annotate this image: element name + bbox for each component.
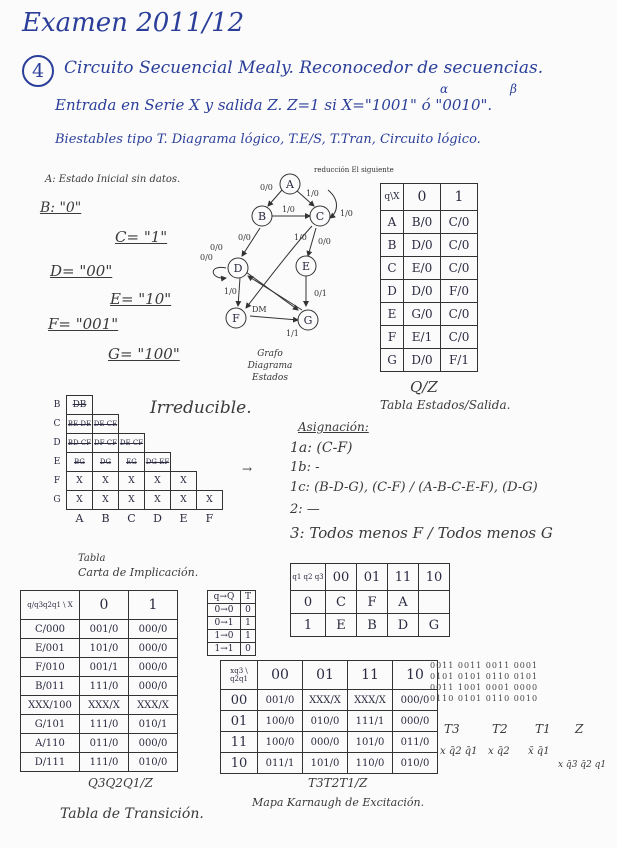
col-label: F (205, 511, 214, 525)
map-cell: E (326, 614, 357, 637)
kmap-row: 11 (221, 732, 258, 753)
graph-caption: Estados (252, 373, 288, 383)
eq-expr: x q̄2 (488, 746, 510, 757)
edge-label: 0/0 (210, 243, 223, 252)
trans-cell: A/110 (21, 734, 80, 753)
ff-cell: 0 (241, 604, 256, 617)
problem-line-3: Biestables tipo T. Diagrama lógico, T.E/S, T.Tran, Circuito lógico. (55, 132, 481, 147)
table-cell: C/0 (441, 211, 478, 234)
impl-cell: X (93, 491, 119, 510)
row-label: C (53, 419, 61, 429)
table-cell: B (381, 234, 404, 257)
edge-label: 1/0 (294, 233, 307, 242)
kmap-cell: 110/0 (348, 753, 393, 774)
kmap-cell: 011/0 (393, 732, 438, 753)
arrow-to-assignment: → (242, 462, 253, 476)
state-d-note: D= "00" (50, 262, 113, 280)
trans-cell: 000/0 (129, 658, 178, 677)
state-a-note: A: Estado Inicial sin datos. (45, 174, 181, 185)
problem-line-1: Circuito Secuencial Mealy. Reconocedor de secuencias. (64, 58, 544, 78)
karnaugh-caption: Mapa Karnaugh de Excitación. (252, 796, 425, 809)
impl-caption-2: Carta de Implicación. (78, 566, 199, 579)
trans-header: 1 (129, 591, 178, 620)
map-col: 10 (419, 564, 450, 591)
assignment-line: 1c: (B-D-G), (C-F) / (A-B-C-E-F), (D-G) (290, 480, 538, 495)
row-label: B (53, 400, 61, 410)
impl-cell: DB (67, 396, 93, 415)
kmap-cell: 010/0 (303, 711, 348, 732)
impl-cell: DG (93, 453, 119, 472)
trans-cell: D/111 (21, 753, 80, 772)
table-cell: F (381, 326, 404, 349)
trans-cell: 010/0 (129, 753, 178, 772)
edge-label: 1/0 (306, 189, 319, 198)
trans-cell: E/001 (21, 639, 80, 658)
kmap-cell: 100/0 (258, 711, 303, 732)
alpha-mark: α (440, 82, 449, 96)
map-corner (291, 564, 326, 591)
table-cell: B/0 (404, 211, 441, 234)
col-label: D (153, 511, 162, 525)
table-header: 0 (404, 184, 441, 211)
table-cell: A (381, 211, 404, 234)
kmap-cell: 101/0 (303, 753, 348, 774)
table-cell: F/1 (441, 349, 478, 372)
impl-cell: BE DE (67, 415, 93, 434)
map-col: 01 (357, 564, 388, 591)
problem-number (22, 55, 54, 87)
trans-cell: 101/0 (80, 639, 129, 658)
trans-cell: XXX/100 (21, 696, 80, 715)
kmap-row: 10 (221, 753, 258, 774)
state-f-note: F= "001" (48, 315, 119, 333)
corner-q1: q1 (292, 573, 302, 581)
table-cell: F/0 (441, 280, 478, 303)
node-e-label: E (301, 260, 311, 273)
trans-cell: 000/0 (129, 639, 178, 658)
corner-q3: q3 (314, 573, 324, 581)
impl-cell: X (67, 472, 93, 491)
impl-cell: X (119, 472, 145, 491)
edge-label: 1/0 (340, 209, 353, 218)
eq-label: T3 (444, 722, 460, 736)
state-b-note: B: "0" (40, 200, 82, 216)
trans-cell: 001/1 (80, 658, 129, 677)
trans-cell: XXX/X (80, 696, 129, 715)
trans-cell: 111/0 (80, 715, 129, 734)
ff-cell: 1→1 (208, 643, 241, 656)
trans-cell: B/011 (21, 677, 80, 696)
graph-caption: Diagrama (247, 361, 293, 371)
impl-cell: X (145, 491, 171, 510)
table-cell: E (381, 303, 404, 326)
table-header: 1 (441, 184, 478, 211)
edge-label: DM (252, 305, 267, 314)
corner-q2: q2 (303, 573, 313, 581)
assignment-line: 2: — (290, 502, 320, 517)
eq-expr: x q̄3 q̄2 q1 (558, 760, 607, 770)
trans-cell: G/101 (21, 715, 80, 734)
map-cell: F (357, 591, 388, 614)
ff-header: T (241, 591, 256, 604)
map-cell: A (388, 591, 419, 614)
kmap-cell: XXX/X (303, 690, 348, 711)
problem-number-text: 4 (31, 60, 45, 82)
impl-cell: EG (119, 453, 145, 472)
trans-cell: F/010 (21, 658, 80, 677)
eq-expr: x q̄2 q̄1 (440, 746, 478, 757)
edge-label: 0/0 (260, 183, 273, 192)
trans-cell: C/000 (21, 620, 80, 639)
state-e-note: E= "10" (110, 290, 172, 308)
edge-label: 1/0 (282, 205, 295, 214)
trans-header: q/q3q2q1 \ X (21, 591, 80, 620)
corner-blank (48, 510, 67, 527)
impl-caption-1: Tabla (78, 553, 106, 564)
state-c-note: C= "1" (115, 228, 168, 246)
impl-cell: X (67, 491, 93, 510)
map-row: 0 (291, 591, 326, 614)
node-d-label: D (233, 262, 243, 275)
kmap-col: 10 (393, 661, 438, 690)
kmap-col: 11 (348, 661, 393, 690)
kmap-cell: 100/0 (258, 732, 303, 753)
assignment-line: 1a: (C-F) (290, 440, 353, 456)
ff-header: q→Q (208, 591, 241, 604)
graph-note: reducción El siguiente (314, 166, 394, 174)
impl-cell: BG (67, 453, 93, 472)
map-cell: D (388, 614, 419, 637)
kmap-cell: 000/0 (393, 690, 438, 711)
kmap-cell: XXX/X (348, 690, 393, 711)
table-cell: E/1 (404, 326, 441, 349)
ff-cell: 1→0 (208, 630, 241, 643)
node-b-label: B (257, 210, 267, 223)
state-table-label: Q/Z (410, 378, 438, 396)
impl-cell: X (119, 491, 145, 510)
row-label: G (53, 495, 61, 505)
kmap-corner: xq3 \ q2q1 (221, 661, 258, 690)
mini-kmaps (430, 660, 600, 718)
kmap-col: 01 (303, 661, 348, 690)
kmap-col: 00 (258, 661, 303, 690)
node-g-label: G (303, 314, 313, 327)
trans-cell: 000/0 (129, 734, 178, 753)
node-c-label: C (315, 210, 325, 223)
edge-label: 0/0 (318, 237, 331, 246)
map-cell: B (357, 614, 388, 637)
kmap-cell: 000/0 (393, 711, 438, 732)
state-g-note: G= "100" (108, 345, 180, 363)
table-cell: D/0 (404, 280, 441, 303)
ff-cell: 1 (241, 617, 256, 630)
impl-cell: X (93, 472, 119, 491)
transition-caption: Tabla de Transición. (60, 806, 204, 822)
irreducible-label: Irreducible. (150, 398, 252, 418)
table-cell: G/0 (404, 303, 441, 326)
table-cell: C/0 (441, 257, 478, 280)
eq-label: Z (575, 722, 584, 736)
edge-label: 1/0 (224, 287, 237, 296)
node-a-label: A (286, 178, 294, 191)
table-cell: G (381, 349, 404, 372)
assignment-title: Asignación: (298, 420, 369, 434)
table-cell: E/0 (404, 257, 441, 280)
impl-cell: DG EF (145, 453, 171, 472)
kmap-cell: 001/0 (258, 690, 303, 711)
kmap-cell: 000/0 (303, 732, 348, 753)
transition-footer: Q3Q2Q1/Z (88, 776, 153, 790)
kmap-cell: 011/1 (258, 753, 303, 774)
eq-label: T1 (535, 722, 551, 736)
table-header: q\X (381, 184, 404, 211)
map-row: 1 (291, 614, 326, 637)
kmap-cell: 101/0 (348, 732, 393, 753)
impl-cell: X (197, 491, 223, 510)
trans-cell: 001/0 (80, 620, 129, 639)
impl-cell: X (145, 472, 171, 491)
karnaugh-map (220, 660, 438, 774)
problem-line-2: Entrada en Serie X y salida Z. Z=1 si X="1001" ó "0010". (55, 96, 493, 114)
state-output-table (380, 183, 478, 372)
table-cell: C/0 (441, 234, 478, 257)
impl-cell: X (171, 491, 197, 510)
trans-header: 0 (80, 591, 129, 620)
kmap-row: 01 (221, 711, 258, 732)
impl-cell: X (171, 472, 197, 491)
map-cell (419, 591, 450, 614)
edge-label: 0/0 (238, 233, 251, 242)
eq-expr: x̄ q̄1 (528, 746, 550, 757)
karnaugh-footer: T3T2T1/Z (308, 776, 368, 790)
map-cell: G (419, 614, 450, 637)
ff-cell: 0 (241, 643, 256, 656)
impl-cell: DE CF (119, 434, 145, 453)
col-label: B (101, 511, 110, 525)
trans-cell: 010/1 (129, 715, 178, 734)
ff-cell: 0→1 (208, 617, 241, 630)
node-f-label: F (232, 312, 240, 325)
row-label: E (53, 457, 61, 467)
edge-label: 1/1 (286, 329, 299, 338)
table-cell: D/0 (404, 234, 441, 257)
assignment-line: 1b: - (290, 460, 320, 475)
trans-cell: 011/0 (80, 734, 129, 753)
impl-cell: DF CF (93, 434, 119, 453)
flipflop-t-table (207, 590, 256, 656)
ff-cell: 1 (241, 630, 256, 643)
eq-label: T2 (492, 722, 508, 736)
map-col: 11 (388, 564, 419, 591)
row-label: F (53, 476, 61, 486)
assignment-line: 3: Todos menos F / Todos menos G (290, 524, 553, 542)
col-label: A (75, 511, 84, 525)
table-cell: D/0 (404, 349, 441, 372)
table-cell: C/0 (441, 326, 478, 349)
edge-label: 0/1 (314, 289, 327, 298)
kmap-cell: 010/0 (393, 753, 438, 774)
map-cell: C (326, 591, 357, 614)
edge-label: 0/0 (200, 253, 213, 262)
table-cell: C (381, 257, 404, 280)
beta-mark: β (510, 82, 517, 96)
trans-cell: 111/0 (80, 753, 129, 772)
kmap-cell: 111/1 (348, 711, 393, 732)
impl-cell: DE CE (93, 415, 119, 434)
trans-cell: 000/0 (129, 620, 178, 639)
col-label: E (179, 511, 188, 525)
mini-kmaps-scribble: 0011 0011 0011 0001 0101 0101 0110 0101 0011 1001 0001 0000 0110 0101 0110 0010 (430, 661, 539, 703)
map-col: 00 (326, 564, 357, 591)
trans-cell: XXX/X (129, 696, 178, 715)
row-label: D (53, 438, 61, 448)
table-cell: C/0 (441, 303, 478, 326)
impl-cell: BD CF (67, 434, 93, 453)
ff-cell: 0→0 (208, 604, 241, 617)
col-label: C (127, 511, 136, 525)
graph-caption: Grafo (257, 349, 283, 359)
kmap-row: 00 (221, 690, 258, 711)
trans-cell: 000/0 (129, 677, 178, 696)
exam-title: Examen 2011/12 (22, 8, 245, 38)
table-cell: D (381, 280, 404, 303)
trans-cell: 111/0 (80, 677, 129, 696)
state-table-caption: Tabla Estados/Salida. (380, 398, 511, 412)
assignment-map (290, 563, 450, 637)
transition-table (20, 590, 178, 772)
